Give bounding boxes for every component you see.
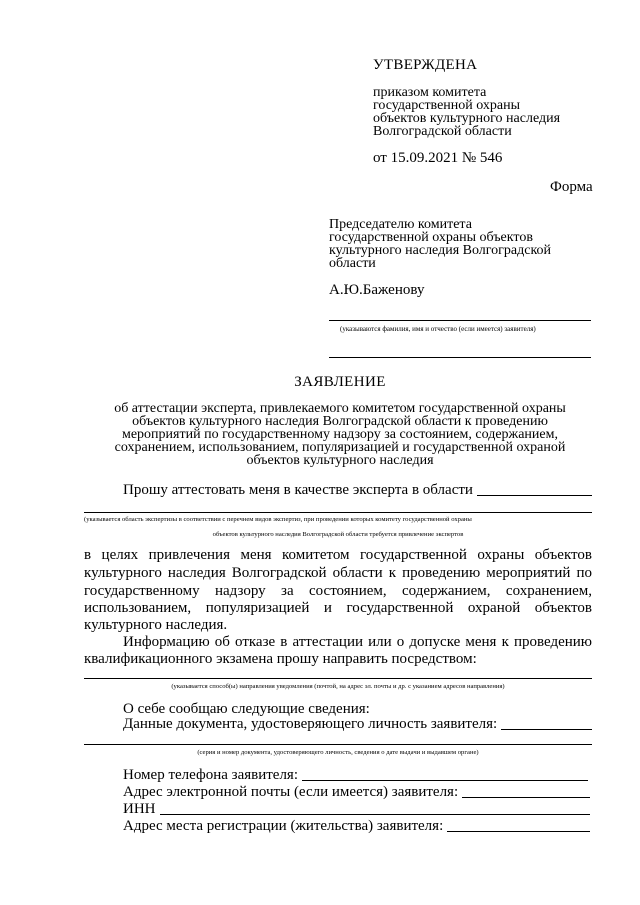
purpose-line: культурного наследия. <box>84 617 228 633</box>
notify-line: квалификационного экзамена прошу направить посредством: <box>84 651 477 667</box>
phone-field[interactable] <box>302 780 588 781</box>
expertise-area-line[interactable] <box>84 512 592 513</box>
form-label: Форма <box>550 179 593 195</box>
notify-method-hint: (указывается способ(ы) направления уведомления (почтой, на адрес эл. почты и др. с указанием адресов направления) <box>171 683 505 690</box>
applicant-name-line[interactable] <box>329 320 591 321</box>
statement-subtitle-line: объектов культурного наследия Волгоградской области к проведению <box>132 414 548 429</box>
purpose-line: государственному надзору за состоянием, содержанием, сохранением, <box>84 583 592 599</box>
id-doc-line[interactable] <box>84 744 592 745</box>
address-label: Адрес места регистрации (жительства) заявителя: <box>123 818 444 834</box>
purpose-line: использованием, популяризацией и государственной охраной объектов <box>84 600 592 616</box>
expertise-area-hint-2: объектов культурного наследия Волгоградской области требуется привлечение экспертов <box>212 531 464 538</box>
addressee-name: А.Ю.Баженову <box>329 282 425 298</box>
phone-row <box>123 768 588 783</box>
approval-line: приказом комитета <box>373 85 487 100</box>
notify-line: Информацию об отказе в аттестации или о допуске меня к проведению <box>123 634 592 650</box>
approval-title: УТВЕРЖДЕНА <box>373 57 478 73</box>
about-heading: О себе сообщаю следующие сведения: <box>123 701 370 717</box>
purpose-line: культурного наследия Волгоградской области к проведению мероприятий по <box>84 565 592 581</box>
applicant-name-hint: (указываются фамилия, имя и отчество (если имеется) заявителя) <box>340 325 536 333</box>
inn-label: ИНН <box>123 801 156 817</box>
request-text: Прошу аттестовать меня в качестве эксперта в области <box>123 482 473 498</box>
addressee-line: области <box>329 256 376 271</box>
request-row <box>123 483 592 498</box>
expertise-area-hint-1: (указывается область экспертизы в соответствии с перечнем видов экспертиз, при проведении которых комитету государственной охраны <box>84 516 472 523</box>
statement-subtitle-line: объектов культурного наследия <box>246 453 434 468</box>
email-row <box>123 785 590 800</box>
approval-line: объектов культурного наследия <box>373 111 561 126</box>
statement-subtitle-line: мероприятий по государственному надзору за состоянием, содержанием, <box>121 427 558 442</box>
inn-field[interactable] <box>160 814 591 815</box>
email-field[interactable] <box>462 797 590 798</box>
statement-title: ЗАЯВЛЕНИЕ <box>294 374 386 390</box>
address-row <box>123 819 590 834</box>
approval-line: Волгоградской области <box>373 124 512 139</box>
purpose-line: в целях привлечения меня комитетом государственной охраны объектов <box>84 547 592 563</box>
inn-row <box>123 802 590 817</box>
notify-method-line[interactable] <box>84 678 592 679</box>
addressee-line: государственной охраны объектов <box>329 230 533 245</box>
email-label: Адрес электронной почты (если имеется) заявителя: <box>123 784 459 800</box>
approval-date-number: от 15.09.2021 № 546 <box>373 150 503 166</box>
id-doc-row <box>123 717 592 732</box>
id-doc-field[interactable] <box>501 729 592 730</box>
address-field[interactable] <box>447 831 590 832</box>
id-doc-label: Данные документа, удостоверяющего личность заявителя: <box>123 716 498 732</box>
id-doc-hint: (серия и номер документа, удостоверяющего личность, сведения о дате выдачи и выдавшем органе) <box>197 749 479 756</box>
addressee-line: культурного наследия Волгоградской <box>329 243 552 258</box>
statement-subtitle-line: сохранением, использованием, популяризацией и государственной охраной <box>114 440 566 455</box>
applicant-name-line-2[interactable] <box>329 357 591 358</box>
approval-line: государственной охраны <box>373 98 521 113</box>
addressee-line: Председателю комитета <box>329 217 472 232</box>
expertise-area-field[interactable] <box>477 495 592 496</box>
phone-label: Номер телефона заявителя: <box>123 767 298 783</box>
statement-subtitle-line: об аттестации эксперта, привлекаемого комитетом государственной охраны <box>114 401 566 416</box>
